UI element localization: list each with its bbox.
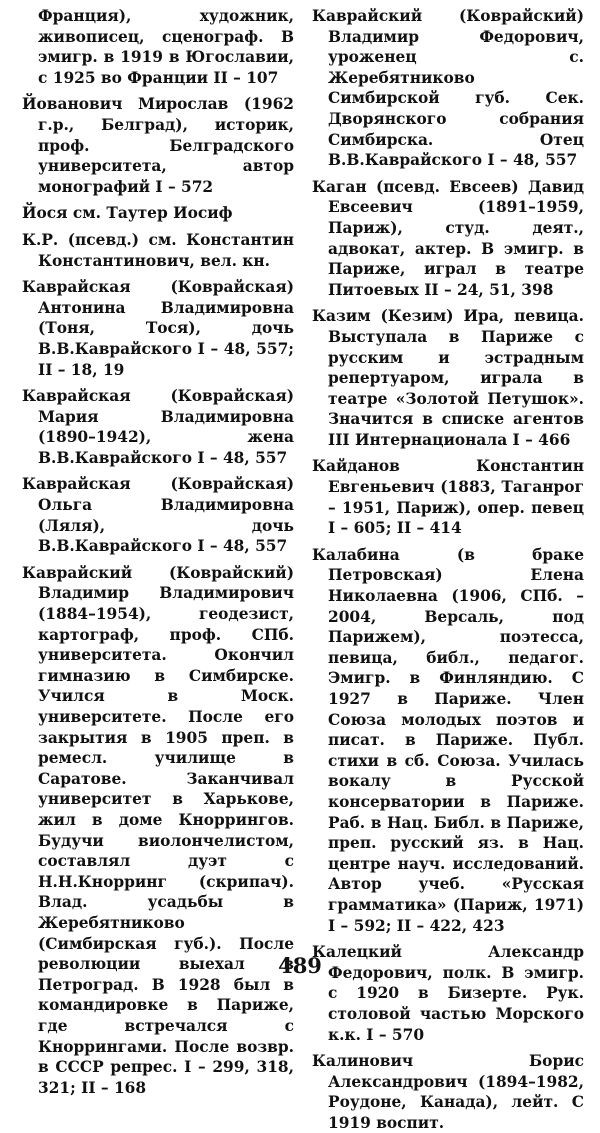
right-column [312, 6, 584, 1132]
index-entry: К.Р. (псевд.) см. Константин Константинович, вел. кн. [22, 230, 294, 270]
index-entry: Калабина (в браке Петровская) Елена Николаевна (1906, СПб. – 2004, Версаль, под Парижем), поэтесса, певица, библ., педагог. Эмигр. в Финляндию. С 1927 в Париже. Член Союза молодых поэтов и писат. в Париже. Публ. стихи в сб. Союза. Училась вокалу в Русской консерватории в Париже. Раб. в Нац. Библ. в Париже, преп. русский яз. в Нац. центре науч. исследований. Автор учеб. «Русская грамматика» (Париж, 1971) I – 592; II – 422, 423 [312, 545, 584, 935]
index-entry: Йося см. Таутер Иосиф [22, 204, 233, 223]
index-entry: Каган (псевд. Евсеев) Давид Евсеевич (1891–1959, Париж), студ. деят., адвокат, актер. В эмигр. в Париже, играл в театре Питоевых II – 24, 51, 398 [312, 177, 584, 299]
index-entry: Калецкий Александр Федорович, полк. В эмигр. с 1920 в Бизерте. Рук. столовой частью Морского к.к. I – 570 [312, 943, 584, 1044]
index-entry: Казим (Кезим) Ира, певица. Выступала в Париже с русским и эстрадным репертуаром, играла в театре «Золотой Петушок». Значится в списке агентов III Интернационала I – 466 [312, 307, 584, 449]
index-entry: Каврайская (Коврайская) Мария Владимировна (1890–1942), жена В.В.Каврайского I – 48, 557 [22, 387, 294, 467]
index-entry: Каврайский (Коврайский) Владимир Федорович, уроженец с. Жеребятниково Симбирской губ. Сек. Дворянского собрания Симбирска. Отец В.В.Каврайского I – 48, 557 [312, 7, 584, 170]
index-entry: Каврайская (Коврайская) Ольга Владимировна (Ляля), дочь В.В.Каврайского I – 48, 557 [22, 475, 294, 556]
page-number: 489 [278, 953, 322, 978]
index-entry: Каврайская (Коврайская) Антонина Владимировна (Тоня, Тося), дочь В.В.Каврайского I – 48, 557; II – 18, 19 [22, 278, 294, 379]
index-entry: Йованович Мирослав (1962 г.р., Белград), историк, проф. Белградского университета, автор монографий I – 572 [22, 95, 294, 196]
index-entry: Калинович Борис Александрович (1894–1982, Роудоне, Канада), лейт. С 1919 воспит. [312, 1052, 584, 1132]
index-entry: Франция), художник, живописец, сценограф. В эмигр. в 1919 в Югославии, с 1925 во Франции II – 107 [38, 7, 294, 87]
index-entry: Каврайский (Коврайский) Владимир Владимирович (1884–1954), геодезист, картограф, проф. СПб. университета. Окончил гимназию в Симбирске. Учился в Моск. университете. После его закрытия в 1905 преп. в ремесл. училище в Саратове. Заканчивал университет в Харькове, жил в доме Кноррингов. Будучи виолончелистом, составлял дуэт с Н.Н.Кнорринг (скрипач). Влад. усадьбы в Жеребятниково (Симбирская губ.). После революции выехал в Петроград. В 1928 был в командировке в Париже, где встречался с Кноррингами. После возвр. в СССР репрес. I – 299, 318, 321; II – 168 [22, 563, 294, 1097]
index-entry: Кайданов Константин Евгеньевич (1883, Таганрог – 1951, Париж), опер. певец I – 605; II – 414 [312, 457, 584, 538]
left-column [22, 6, 294, 1097]
